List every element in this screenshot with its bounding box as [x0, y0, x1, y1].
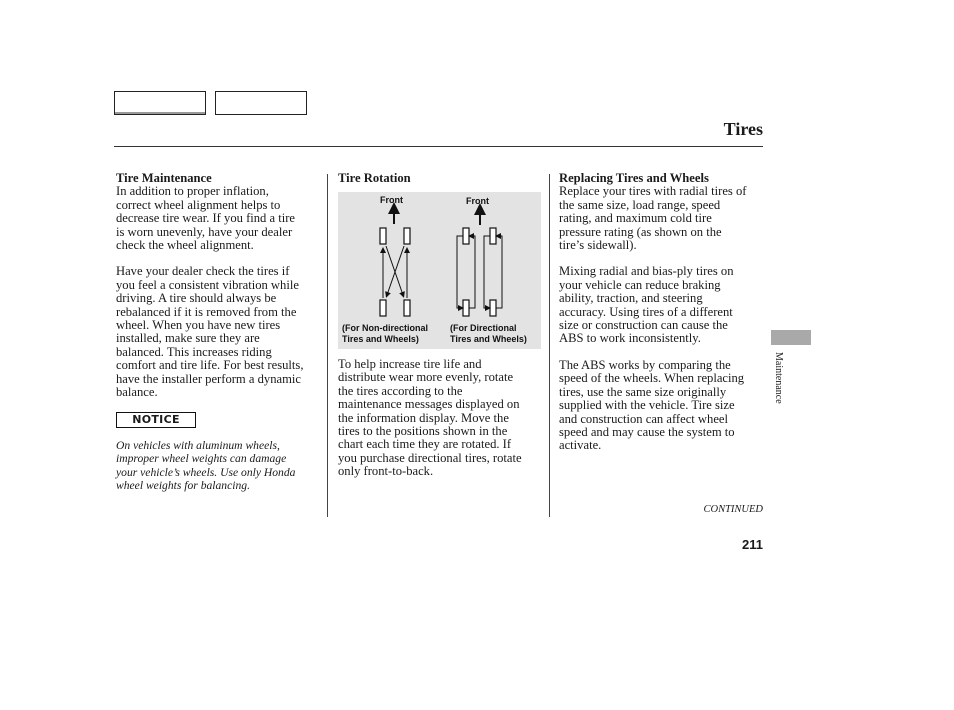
- tire-d-front-right: [490, 228, 496, 244]
- notice-badge: NOTICE: [116, 412, 196, 428]
- replacing-tires-heading: Replacing Tires and Wheels: [559, 171, 709, 185]
- page-number: 211: [742, 537, 763, 552]
- tire-maintenance-heading: Tire Maintenance: [116, 171, 212, 185]
- continued-label: CONTINUED: [703, 504, 763, 515]
- tire-nd-rear-right: [404, 300, 410, 316]
- tire-nd-front-right: [404, 228, 410, 244]
- replacing-tires-section: [559, 172, 765, 453]
- section-tab[interactable]: [771, 330, 811, 345]
- nav-button-1[interactable]: [114, 91, 206, 115]
- replacing-tires-para-2: Mixing radial and bias-ply tires on your vehicle can reduce braking ability, traction, and steering accuracy. Using tires of a different size or construction can cause the ABS to work inconsistently.: [559, 264, 734, 346]
- notice-text: On vehicles with aluminum wheels, improper wheel weights can damage your vehicle’s wheels. Use only Honda wheel weights for balancing.: [116, 439, 296, 492]
- front-label-right: Front: [466, 196, 489, 206]
- caption-directional: (For Directional Tires and Wheels): [450, 323, 527, 344]
- tire-rotation-heading: Tire Rotation: [338, 171, 411, 185]
- tire-maintenance-section: [116, 172, 326, 400]
- tire-maintenance-para-1: In addition to proper inflation, correct wheel alignment helps to decrease tire wear. If you find a tire is worn unevenly, have your dealer check the wheel alignment.: [116, 184, 296, 253]
- tire-d-rear-right: [490, 300, 496, 316]
- tire-rotation-heading-wrap: [338, 172, 544, 185]
- tire-d-rear-left: [463, 300, 469, 316]
- tire-rotation-para-1: To help increase tire life and distribute wear more evenly, rotate the tires according to the maintenance messages displayed on the information display. Move the tires to the positions shown in the chart each time they are rotated. If you purchase directional tires, rotate only front-to-back.: [338, 357, 522, 479]
- replacing-tires-para-1: Replace your tires with radial tires of the same size, load range, speed rating, and maximum cold tire pressure rating (as shown on the tire’s sidewall).: [559, 184, 747, 253]
- tire-maintenance-para-2: Have your dealer check the tires if you feel a consistent vibration while driving. A tire should always be rebalanced if it is removed from the wheel. When you have new tires installed, make sure they are balanced. This increases riding comfort and tire life. For best results, have the installer perform a dynamic balance.: [116, 264, 304, 400]
- section-label: Maintenance: [773, 352, 784, 404]
- page-title: Tires: [723, 119, 763, 139]
- tire-nd-front-left: [380, 228, 386, 244]
- title-rule: [114, 146, 763, 147]
- front-label-left: Front: [380, 195, 403, 205]
- nav-button-2[interactable]: [215, 91, 307, 115]
- caption-non-directional: (For Non-directional Tires and Wheels): [342, 323, 428, 344]
- tire-d-front-left: [463, 228, 469, 244]
- tire-nd-rear-left: [380, 300, 386, 316]
- tire-rotation-diagram: [338, 192, 541, 349]
- replacing-tires-para-3: The ABS works by comparing the speed of the wheels. When replacing tires, use the same size originally supplied with the vehicle. Tire size and construction can affect wheel speed and may cause the system to activate.: [559, 357, 745, 453]
- column-divider-2: [549, 174, 550, 517]
